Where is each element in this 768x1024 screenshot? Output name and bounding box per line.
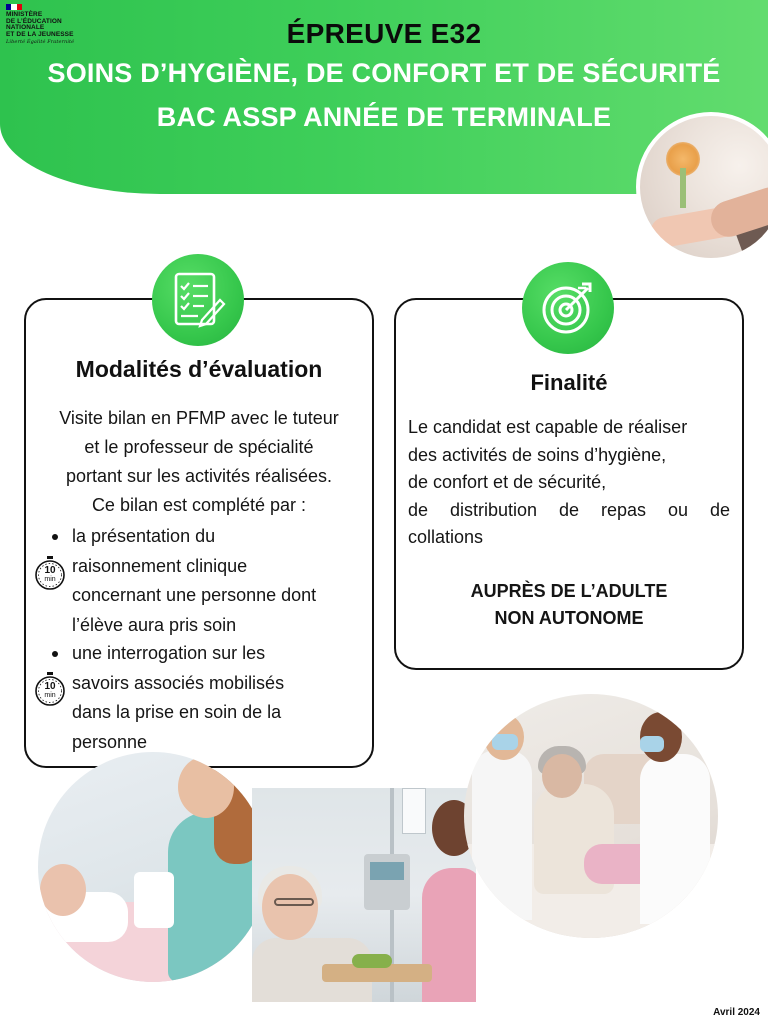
intro-line: et le professeur de spécialité bbox=[84, 437, 314, 457]
finality-line: de confort et de sécurité, bbox=[408, 472, 607, 492]
logo-line: DE L’ÉDUCATION bbox=[6, 17, 62, 25]
timer-icon bbox=[34, 672, 66, 706]
photo-holding-hands bbox=[636, 112, 768, 262]
bullet-line: savoirs associés mobilisés bbox=[72, 672, 285, 693]
bullet-line: une interrogation sur les bbox=[72, 643, 266, 663]
page-title: ÉPREUVE E32 bbox=[286, 18, 482, 49]
evaluation-card bbox=[24, 298, 374, 768]
target-icon bbox=[522, 262, 614, 354]
finality-line: des activités de soins d’hygiène, bbox=[408, 444, 667, 465]
photo-nurses-with-patient bbox=[464, 694, 718, 938]
bullet-item bbox=[48, 522, 362, 640]
intro-line: Ce bilan est complété par : bbox=[91, 495, 307, 515]
timer-value: 10 bbox=[44, 565, 56, 576]
timer-unit: min bbox=[44, 692, 56, 699]
french-flag-icon bbox=[6, 4, 22, 10]
timer-icon bbox=[34, 556, 66, 590]
page-subtitle-line-2: BAC ASSP ANNÉE DE TERMINALE bbox=[156, 102, 612, 132]
word: repas bbox=[600, 499, 646, 520]
evaluation-card-title: Modalités d’évaluation bbox=[75, 356, 323, 382]
intro-line: portant sur les activités réalisées. bbox=[65, 466, 333, 486]
word: de bbox=[558, 499, 580, 520]
emphasis-line: AUPRÈS DE L’ADULTE bbox=[470, 581, 668, 601]
emphasis-line: NON AUTONOME bbox=[494, 608, 644, 628]
bullet-line: raisonnement clinique bbox=[72, 555, 248, 576]
bullet-line: concernant une personne dont bbox=[72, 585, 317, 605]
word: de bbox=[709, 499, 730, 520]
logo-line: MINISTÈRE bbox=[6, 11, 43, 18]
bullet-line: l’élève aura pris soin bbox=[72, 614, 237, 635]
bullet-dot bbox=[52, 651, 58, 657]
photo-meal-distribution bbox=[252, 788, 476, 1002]
photo-nurse-caring-patient bbox=[38, 752, 268, 982]
publication-date: Avril 2024 bbox=[713, 1007, 760, 1018]
finality-text bbox=[408, 414, 730, 552]
bullet-line: personne bbox=[72, 731, 148, 752]
timer-unit: min bbox=[44, 576, 56, 583]
word: de bbox=[408, 499, 429, 520]
bullet-item bbox=[48, 639, 362, 757]
word: ou bbox=[667, 499, 688, 520]
bullet-dot bbox=[52, 534, 58, 540]
finality-line: collations bbox=[408, 527, 484, 547]
logo-motto: Liberté Égalité Fraternité bbox=[6, 39, 75, 46]
bullet-line: dans la prise en soin de la bbox=[72, 702, 282, 722]
finality-line-justified bbox=[408, 497, 730, 525]
bullet-line: la présentation du bbox=[72, 526, 216, 546]
logo-line: NATIONALE bbox=[6, 24, 45, 32]
word: distribution bbox=[449, 499, 538, 520]
evaluation-intro bbox=[34, 404, 364, 520]
finality-card-title: Finalité bbox=[530, 370, 608, 395]
page-subtitle-line-1: SOINS D’HYGIÈNE, DE CONFORT ET DE SÉCURITÉ bbox=[47, 58, 721, 88]
finality-emphasis bbox=[396, 578, 742, 632]
logo-line: ET DE LA JEUNESSE bbox=[6, 30, 74, 38]
timer-value: 10 bbox=[44, 681, 56, 692]
checklist-icon bbox=[152, 254, 244, 346]
intro-line: Visite bilan en PFMP avec le tuteur bbox=[59, 408, 339, 428]
finality-line: Le candidat est capable de réaliser bbox=[408, 417, 688, 437]
